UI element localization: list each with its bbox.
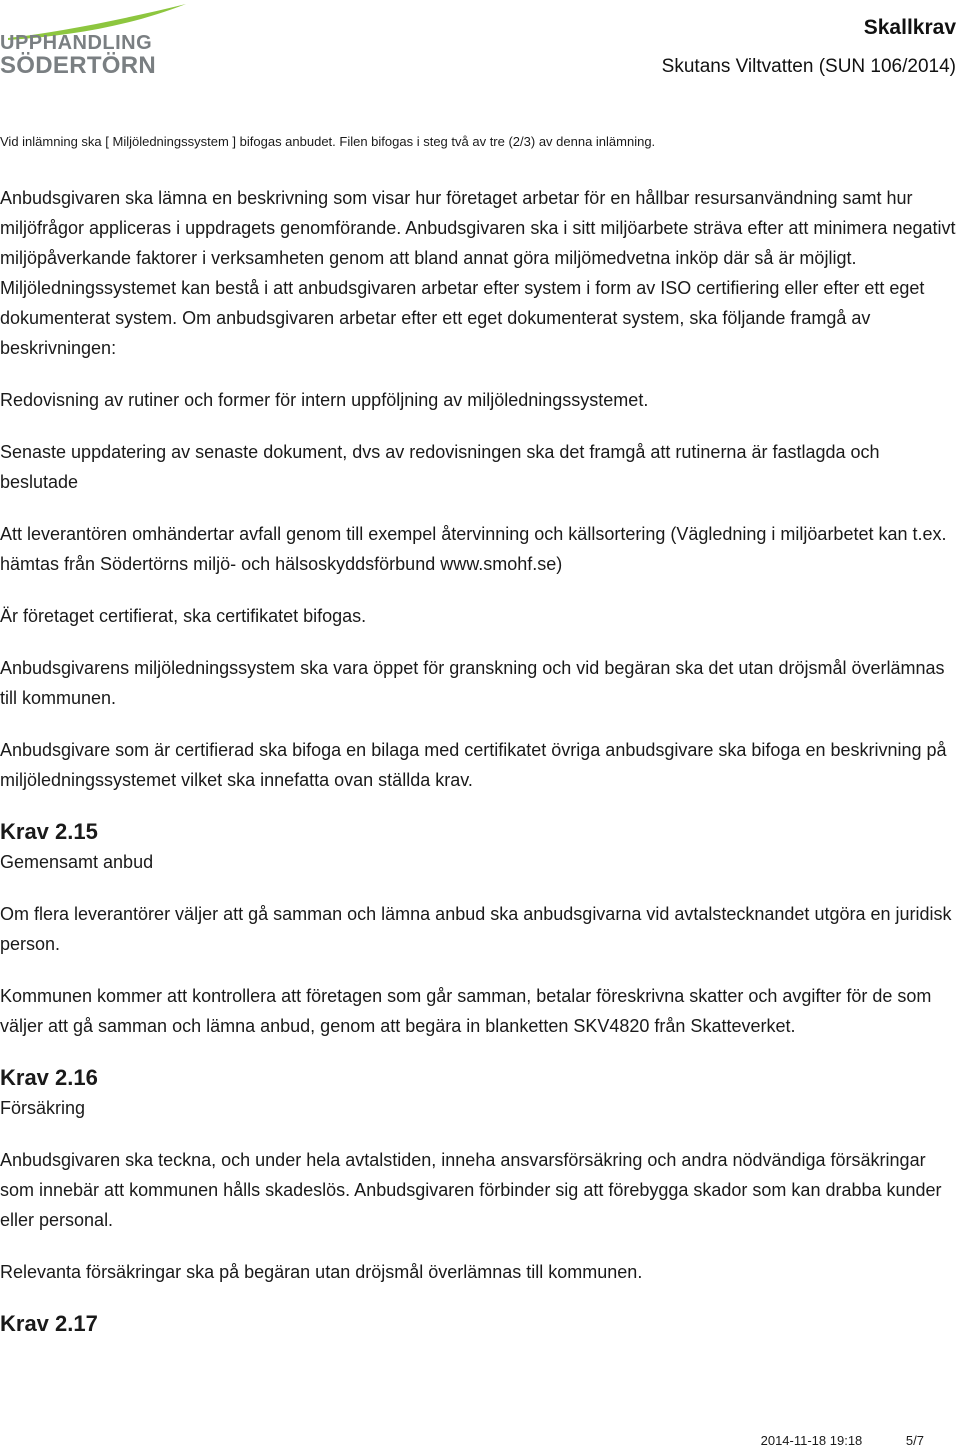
requirement-heading: Krav 2.17 — [0, 1311, 98, 1336]
requirement-subtitle: Försäkring — [0, 1098, 86, 1118]
requirement-2-16 — [0, 1063, 958, 1123]
footer-timestamp: 2014-11-18 19:18 — [760, 1433, 863, 1448]
logo-text-sodertorn: SÖDERTÖRN — [0, 52, 157, 79]
requirement-heading: Krav 2.16 — [0, 1065, 98, 1090]
page-footer — [761, 1433, 924, 1448]
paragraph: Relevanta försäkringar ska på begäran utan dröjsmål överlämnas till kommunen. — [0, 1262, 643, 1282]
requirement-2-17 — [0, 1309, 958, 1339]
paragraph: Anbudsgivarens miljöledningssystem ska vara öppet för granskning och vid begäran ska det utan dröjsmål överlämnas till kommunen. — [0, 658, 945, 708]
paragraph: Anbudsgivaren ska teckna, och under hela avtalstiden, inneha ansvarsförsäkring och andra nödvändiga försäkringar som innebär att kommunen hålls skadeslös. Anbudsgivaren förbinder sig att förebygga skador som kan drabba kunder eller personal. — [0, 1150, 942, 1230]
submission-note: Vid inlämning ska [ Miljöledningssystem ] bifogas anbudet. Filen bifogas i steg två av tre (2/3) av denna inlämning. — [0, 134, 656, 149]
upphandling-sodertorn-logo — [0, 2, 190, 80]
paragraph: Att leverantören omhändertar avfall genom till exempel återvinning och källsortering (Vägledning i miljöarbetet kan t.ex. hämtas från Södertörns miljö- och hälsoskyddsförbund www.smohf.se) — [0, 524, 947, 574]
paragraph: Kommunen kommer att kontrollera att företagen som går samman, betalar föreskrivna skatter och avgifter för de som väljer att gå samman och lämna anbud, genom att begära in blanketten SKV4820 från Skatteverket. — [0, 986, 932, 1036]
logo-text-upphandling: UPPHANDLING — [0, 32, 153, 54]
paragraph: Om flera leverantörer väljer att gå samman och lämna anbud ska anbudsgivarna vid avtalstecknandet utgöra en juridisk person. — [0, 904, 952, 954]
paragraph: Anbudsgivare som är certifierad ska bifoga en bilaga med certifikatet övriga anbudsgivare ska bifoga en beskrivning på miljöledningssystemet vilket ska innefatta ovan ställda krav. — [0, 740, 947, 790]
page-header — [0, 0, 960, 90]
document-title: Skallkrav — [863, 16, 956, 39]
paragraph: Är företaget certifierat, ska certifikatet bifogas. — [0, 606, 367, 626]
requirement-2-15 — [0, 817, 958, 877]
requirement-heading: Krav 2.15 — [0, 819, 98, 844]
document-body — [0, 133, 958, 1361]
document-subtitle: Skutans Viltvatten (SUN 106/2014) — [661, 56, 956, 77]
paragraph: Senaste uppdatering av senaste dokument, dvs av redovisningen ska det framgå att rutinerna är fastlagda och beslutade — [0, 442, 880, 492]
paragraph: Anbudsgivaren ska lämna en beskrivning som visar hur företaget arbetar för en hållbar resursanvändning samt hur miljöfrågor appliceras i uppdragets genomförande. Anbudsgivaren ska i sitt miljöarbete sträva efter att minimera negativt miljöpåverkande faktorer i verksamheten genom att bland annat göra miljömedvetna inköp där så är möjligt. Miljöledningssystemet kan bestå i att anbudsgivaren arbetar efter system i form av ISO certifiering eller efter ett eget dokumenterat system. Om anbudsgivaren arbetar efter ett eget dokumenterat system, ska följande framgå av beskrivningen: — [0, 188, 956, 358]
paragraph: Redovisning av rutiner och former för intern uppföljning av miljöledningssystemet. — [0, 390, 649, 410]
requirement-subtitle: Gemensamt anbud — [0, 852, 154, 872]
page-number: 5/7 — [905, 1433, 924, 1448]
